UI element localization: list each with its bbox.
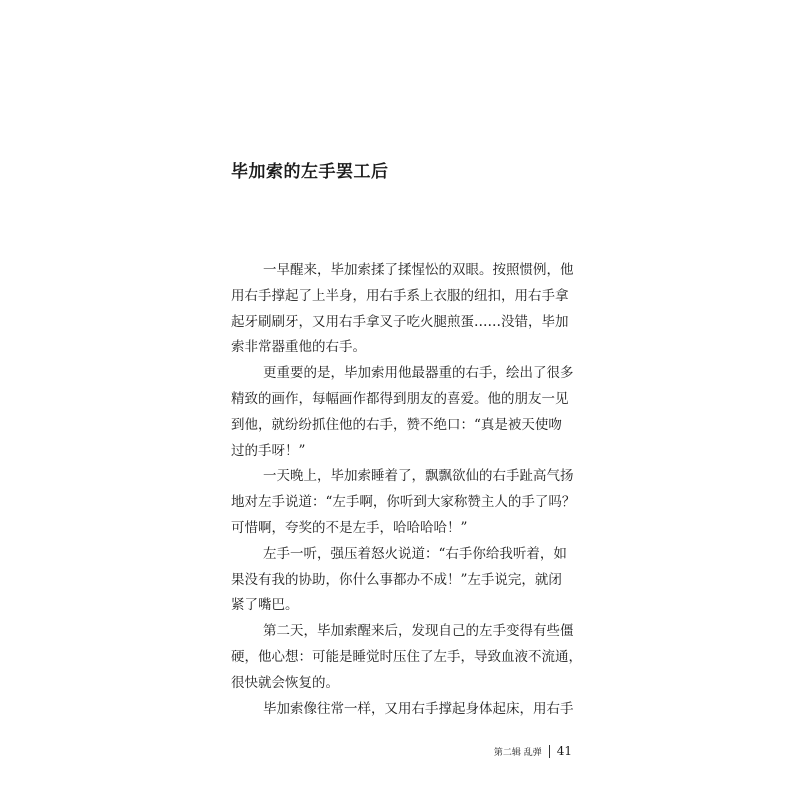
footer-divider — [549, 745, 550, 758]
page-number: 41 — [556, 744, 572, 758]
text-line: 起牙刷刷牙，又用右手拿叉子吃火腿煎蛋……没错，毕加 — [231, 313, 569, 330]
text-line: 到他，就纷纷抓住他的右手，赞不绝口：“真是被天使吻 — [231, 416, 562, 433]
text-line: 左手一听，强压着怒火说道：“右手你给我听着，如 — [263, 545, 567, 562]
text-line: 可惜啊，夸奖的不是左手，哈哈哈哈！” — [231, 519, 468, 536]
text-line: 用右手撑起了上半身，用右手系上衣服的纽扣，用右手拿 — [231, 287, 569, 304]
text-line: 毕加索像往常一样，又用右手撑起身体起床，用右手 — [263, 700, 574, 717]
text-line: 第二天，毕加索醒来后，发现自己的左手变得有些僵 — [263, 623, 574, 640]
text-line: 精致的画作，每幅画作都得到朋友的喜爱。他的朋友一见 — [231, 390, 569, 407]
text-line: 一天晚上，毕加索睡着了，飘飘欲仙的右手趾高气扬 — [263, 468, 574, 485]
body-text — [231, 258, 582, 722]
chapter-title: 毕加索的左手罢工后 — [231, 162, 389, 182]
text-line: 紧了嘴巴。 — [231, 597, 299, 614]
text-line: 一早醒来，毕加索揉了揉惺忪的双眼。按照惯例，他 — [263, 262, 574, 278]
text-line: 索非常器重他的右手。 — [231, 339, 366, 356]
section-label: 第二辑 乱弹 — [493, 747, 542, 758]
text-line: 更重要的是，毕加索用他最器重的右手，绘出了很多 — [263, 365, 574, 382]
text-line: 果没有我的协助，你什么事都办不成！”左手说完，就闭 — [231, 571, 562, 588]
text-line: 地对左手说道：“左手啊，你听到大家称赞主人的手了吗？ — [231, 494, 576, 511]
page-footer — [494, 744, 572, 758]
text-line: 硬，他心想：可能是睡觉时压住了左手，导致血液不流通， — [231, 648, 582, 665]
text-line: 过的手呀！” — [231, 442, 306, 459]
text-line: 很快就会恢复的。 — [231, 674, 339, 691]
